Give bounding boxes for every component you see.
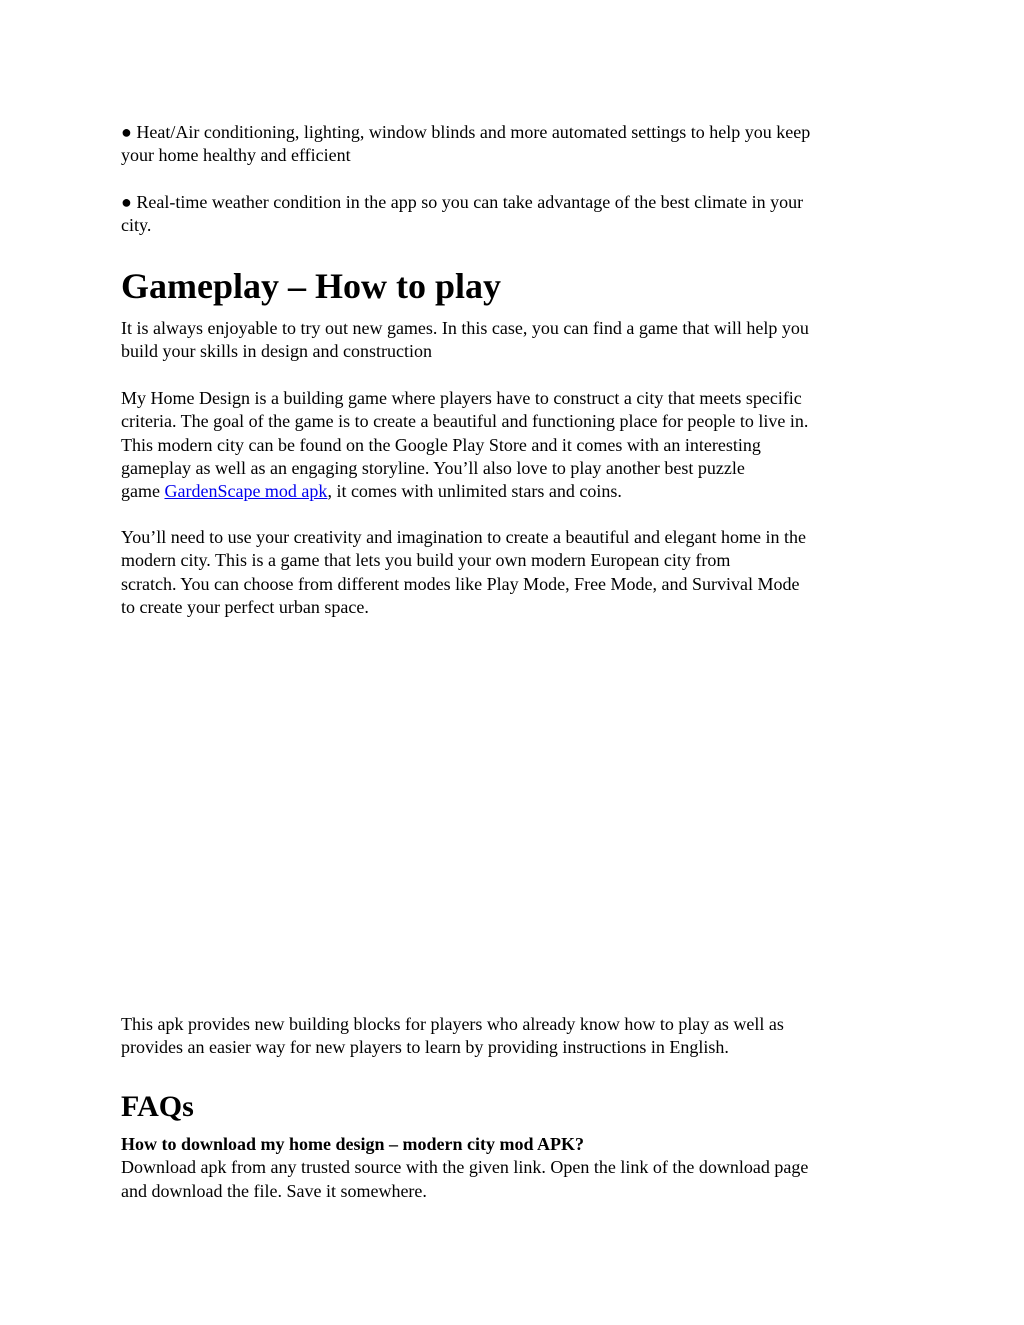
gameplay-creativity-paragraph: [121, 526, 901, 619]
gameplay-creativity-line-4: to create your perfect urban space.: [121, 596, 369, 617]
line-5-suffix: , it comes with unlimited stars and coins.: [327, 481, 622, 502]
feature-item-hvac-line-2: your home healthy and efficient: [121, 145, 351, 166]
gameplay-heading: Gameplay – How to play: [121, 266, 502, 306]
faq-item: [121, 1133, 901, 1203]
faqs-heading: FAQs: [121, 1090, 194, 1123]
feature-item-weather: [121, 191, 901, 238]
gameplay-creativity-line-3: scratch. You can choose from different modes like Play Mode, Free Mode, and Survival Mode: [121, 573, 800, 594]
gameplay-intro-line-1: It is always enjoyable to try out new games. In this case, you can find a game that will help you: [121, 318, 809, 338]
gameplay-description-line-5: [121, 480, 901, 503]
gardenscape-mod-apk-link[interactable]: GardenScape mod apk: [164, 481, 328, 502]
faq-question: How to download my home design – modern city mod APK?: [121, 1134, 585, 1154]
gameplay-creativity-line-2: modern city. This is a game that lets you build your own modern European city from: [121, 550, 731, 571]
apk-info-line-1: This apk provides new building blocks for players who already know how to play as well as: [121, 1014, 784, 1034]
apk-info-line-2: provides an easier way for new players to learn by providing instructions in English.: [121, 1037, 729, 1058]
feature-item-hvac: [121, 121, 901, 168]
gameplay-intro-paragraph: [121, 317, 901, 364]
gameplay-description-line-2: criteria. The goal of the game is to create a beautiful and functioning place for people to live in.: [121, 411, 809, 432]
faq-answer-line-2: and download the file. Save it somewhere.: [121, 1180, 427, 1201]
line-5-prefix: game: [121, 481, 165, 502]
feature-item-hvac-line-1: ● Heat/Air conditioning, lighting, window blinds and more automated settings to help you keep: [121, 122, 811, 142]
feature-item-weather-line-1: ● Real-time weather condition in the app so you can take advantage of the best climate in your: [121, 192, 804, 212]
gameplay-creativity-line-1: You’ll need to use your creativity and imagination to create a beautiful and elegant home in the: [121, 527, 806, 547]
apk-info-paragraph: [121, 1013, 901, 1060]
gameplay-description-paragraph: [121, 387, 901, 503]
gameplay-intro-line-2: build your skills in design and construction: [121, 341, 432, 362]
gameplay-description-line-4: gameplay as well as an engaging storyline. You’ll also love to play another best puzzle: [121, 457, 745, 478]
faq-answer-line-1: Download apk from any trusted source with the given link. Open the link of the download page: [121, 1157, 809, 1178]
gameplay-description-line-3: This modern city can be found on the Google Play Store and it comes with an interesting: [121, 434, 761, 455]
gameplay-description-line-1: My Home Design is a building game where players have to construct a city that meets specific: [121, 388, 802, 408]
feature-item-weather-line-2: city.: [121, 215, 152, 236]
